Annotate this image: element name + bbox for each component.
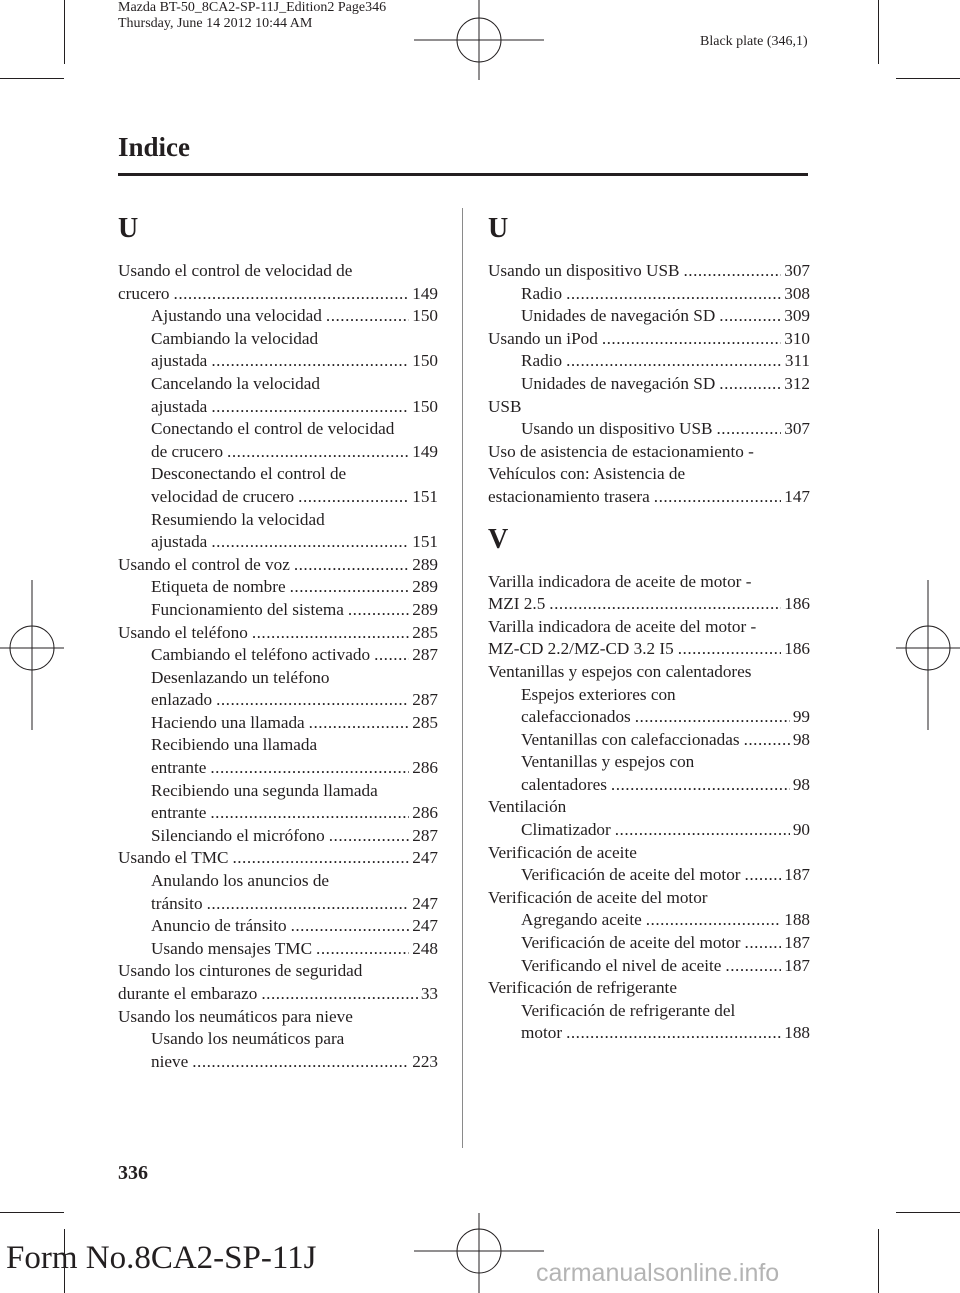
index-leader-dots [326, 305, 409, 328]
index-entry-text: ajustada [151, 532, 208, 552]
index-entry-page: 286 [412, 803, 438, 823]
index-leader-dots [216, 689, 409, 712]
index-leader-dots [745, 864, 782, 887]
index-entry [118, 396, 438, 419]
index-letter: U [118, 213, 139, 244]
index-entry-page: 285 [412, 712, 438, 732]
index-entry-text: Usando el teléfono [118, 622, 248, 642]
index-entry-text: Ventanillas y espejos con calentadores [488, 661, 752, 681]
index-entry [488, 441, 810, 464]
index-entry-page: 309 [784, 306, 810, 326]
index-entry [488, 638, 810, 661]
index-entry-page: 223 [412, 1051, 438, 1071]
index-entry-text: Usando el TMC [118, 848, 229, 868]
page-number: 336 [118, 1162, 148, 1184]
crop-mark [896, 1212, 960, 1213]
index-entry-page: 187 [784, 865, 810, 885]
index-entry-text: Vehículos con: Asistencia de [488, 464, 686, 484]
index-entry [118, 1028, 438, 1051]
index-entry-text: entrante [151, 758, 207, 778]
index-entry [118, 938, 438, 961]
index-entry-text: estacionamiento trasera [488, 486, 650, 506]
index-leader-dots [211, 350, 409, 373]
index-leader-dots [252, 622, 409, 645]
index-entries [118, 260, 438, 1073]
index-entry [488, 1022, 810, 1045]
index-entry [488, 396, 810, 419]
index-entry-text: Resumiendo la velocidad [151, 509, 325, 529]
index-entry-page: 186 [784, 639, 810, 659]
index-entry-text: Varilla indicadora de aceite de motor - [488, 571, 752, 591]
index-entry [488, 418, 810, 441]
index-entry [488, 706, 810, 729]
index-entry-page: 186 [784, 594, 810, 614]
index-entry [118, 915, 438, 938]
index-entry-page: 151 [412, 532, 438, 552]
index-entry [118, 373, 438, 396]
index-entry-text: Desconectando el control de [151, 464, 347, 484]
index-column-left [118, 212, 438, 1073]
index-entry [118, 328, 438, 351]
index-entry [118, 983, 438, 1006]
index-leader-dots [294, 554, 409, 577]
index-entry-page: 310 [784, 328, 810, 348]
index-letter: U [488, 213, 509, 244]
index-leader-dots [329, 825, 409, 848]
index-leader-dots [566, 283, 781, 306]
index-entry [118, 847, 438, 870]
index-entry-text: Verificación de refrigerante del [521, 1000, 736, 1020]
index-entry-text: Ventanillas con calefaccionadas [521, 729, 740, 749]
index-entry-page: 150 [412, 396, 438, 416]
index-entry-page: 287 [412, 825, 438, 845]
index-leader-dots [316, 938, 409, 961]
index-entry-page: 307 [784, 261, 810, 280]
index-entry-text: calefaccionados [521, 707, 631, 727]
index-entry [488, 571, 810, 594]
index-leader-dots [210, 802, 409, 825]
index-entry [118, 1051, 438, 1074]
index-entry-page: 289 [412, 599, 438, 619]
index-entry [118, 893, 438, 916]
watermark: carmanualsonline.info [536, 1259, 780, 1287]
index-entry-page: 247 [412, 848, 438, 868]
index-entry-text: Usando un iPod [488, 328, 598, 348]
index-entry [118, 418, 438, 441]
index-entry-text: Usando el control de voz [118, 554, 290, 574]
index-entry-text: Unidades de navegación SD [521, 373, 716, 393]
index-entry [488, 661, 810, 684]
index-entry-page: 247 [412, 916, 438, 936]
index-entries [488, 260, 810, 509]
index-entry-text: Verificación de aceite del motor [521, 865, 741, 885]
index-entry-page: 33 [420, 984, 438, 1003]
index-entry-page: 98 [792, 774, 810, 794]
index-entry-page: 151 [412, 486, 438, 506]
index-leader-dots [211, 396, 409, 419]
index-leader-dots [615, 819, 790, 842]
index-entry-text: Usando un dispositivo USB [521, 419, 713, 439]
index-entry [118, 531, 438, 554]
index-leader-dots [298, 486, 409, 509]
registration-mark-top [414, 0, 544, 80]
index-leader-dots [291, 915, 410, 938]
index-leader-dots [716, 418, 781, 441]
index-entry-text: Silenciando el micrófono [151, 825, 325, 845]
index-entry [488, 774, 810, 797]
index-entry [118, 486, 438, 509]
index-entry [118, 599, 438, 622]
crop-mark [0, 78, 64, 79]
index-leader-dots [566, 1022, 781, 1045]
crop-mark [878, 1229, 879, 1293]
index-entry-text: durante el embarazo [118, 984, 258, 1003]
index-entry [488, 373, 810, 396]
index-entry-text: Usando los neumáticos para [151, 1029, 345, 1049]
index-entry-page: 187 [784, 933, 810, 953]
index-entry-page: 311 [784, 351, 810, 371]
index-entry [488, 486, 810, 509]
index-entry [118, 825, 438, 848]
crop-mark [878, 0, 879, 64]
index-entry-text: Usando el control de velocidad de [118, 261, 353, 280]
index-entry [488, 350, 810, 373]
index-entry [118, 1006, 438, 1029]
index-entry-text: Etiqueta de nombre [151, 577, 286, 597]
index-entry-page: 289 [412, 577, 438, 597]
index-entry-text: Radio [521, 283, 563, 303]
index-entry-text: USB [488, 396, 522, 416]
index-entry [488, 819, 810, 842]
registration-mark-right [896, 580, 960, 730]
index-entry-page: 287 [412, 645, 438, 665]
index-leader-dots [602, 328, 781, 351]
index-entry [488, 260, 810, 283]
index-column-right [488, 212, 810, 1045]
index-leader-dots [348, 599, 409, 622]
index-entry-text: tránsito [151, 893, 203, 913]
index-leader-dots [207, 893, 410, 916]
index-leader-dots [683, 260, 781, 283]
index-entry-text: Anuncio de tránsito [151, 916, 287, 936]
index-entry-text: MZ-CD 2.2/MZ-CD 3.2 I5 [488, 639, 674, 659]
index-entries [488, 571, 810, 1045]
index-entry-page: 312 [784, 373, 810, 393]
index-entry-text: Ajustando una velocidad [151, 306, 322, 326]
plate-label: Black plate (346,1) [700, 34, 808, 49]
index-entry-text: nieve [151, 1051, 189, 1071]
index-entry-page: 289 [412, 554, 438, 574]
index-entry [118, 283, 438, 306]
index-entry-text: Anulando los anuncios de [151, 871, 330, 891]
index-entry-page: 90 [792, 820, 810, 840]
index-entry-text: Cambiando el teléfono activado [151, 645, 371, 665]
index-entry [118, 441, 438, 464]
index-entry [488, 955, 810, 978]
index-entry-text: Desenlazando un teléfono [151, 667, 330, 687]
index-entry [118, 576, 438, 599]
index-entry [488, 593, 810, 616]
index-entry [488, 1000, 810, 1023]
index-entry [488, 796, 810, 819]
index-leader-dots [654, 486, 781, 509]
index-entry-page: 150 [412, 351, 438, 371]
index-entry-page: 188 [784, 1023, 810, 1043]
crop-mark [896, 78, 960, 79]
index-entry-page: 287 [412, 690, 438, 710]
index-leader-dots [719, 305, 781, 328]
index-entry-text: Usando mensajes TMC [151, 938, 313, 958]
index-entry-text: de crucero [151, 441, 224, 461]
index-entry [118, 509, 438, 532]
index-entry [488, 932, 810, 955]
index-entry [488, 305, 810, 328]
index-entry-text: Uso de asistencia de estacionamiento - [488, 441, 754, 461]
index-entry [488, 283, 810, 306]
index-entry-text: Verificación de aceite del motor [488, 887, 708, 907]
index-entry-text: Haciendo una llamada [151, 712, 305, 732]
index-entry-page: 308 [784, 283, 810, 303]
print-meta [118, 0, 386, 32]
index-entry-text: Espejos exteriores con [521, 684, 676, 704]
index-entry-page: 188 [784, 910, 810, 930]
index-leader-dots [719, 373, 781, 396]
index-entry [488, 729, 810, 752]
registration-mark-bottom [414, 1213, 544, 1293]
index-leader-dots [211, 531, 409, 554]
index-leader-dots [611, 774, 790, 797]
index-entry-page: 149 [412, 441, 438, 461]
index-entry-text: Usando los neumáticos para nieve [118, 1006, 353, 1026]
index-entry-text: Ventanillas y espejos con [521, 752, 695, 772]
index-leader-dots [210, 757, 409, 780]
index-entry-text: Verificación de aceite [488, 842, 637, 862]
index-entry [118, 350, 438, 373]
print-meta-line1: Mazda BT-50_8CA2-SP-11J_Edition2 Page346 [118, 0, 387, 15]
index-entry [118, 960, 438, 983]
index-leader-dots [635, 706, 790, 729]
index-leader-dots [744, 729, 790, 752]
index-entry-page: 99 [792, 707, 810, 727]
index-entry-text: Recibiendo una segunda llamada [151, 780, 378, 800]
index-leader-dots [549, 593, 781, 616]
index-entry [118, 802, 438, 825]
index-entry-text: Usando un dispositivo USB [488, 261, 680, 280]
index-entry [488, 842, 810, 865]
index-entry [118, 712, 438, 735]
index-entry [488, 977, 810, 1000]
index-leader-dots [192, 1051, 409, 1074]
index-entry [118, 667, 438, 690]
index-leader-dots [261, 983, 417, 1006]
index-leader-dots [566, 350, 782, 373]
index-entry [488, 864, 810, 887]
index-entry-text: velocidad de crucero [151, 486, 295, 506]
index-leader-dots [227, 441, 409, 464]
index-entry [118, 757, 438, 780]
index-entry-text: motor [521, 1023, 563, 1043]
index-entry-text: Cancelando la velocidad [151, 373, 320, 393]
index-entry [118, 780, 438, 803]
title-rule [118, 173, 808, 176]
index-leader-dots [745, 932, 782, 955]
crop-mark [0, 1212, 64, 1213]
crop-mark [64, 0, 65, 64]
index-entry-page: 150 [412, 306, 438, 326]
index-letter: V [488, 523, 509, 555]
index-entry [118, 689, 438, 712]
index-entry-text: Verificación de refrigerante [488, 978, 677, 998]
index-entry [488, 463, 810, 486]
index-entry [488, 328, 810, 351]
index-entry [488, 909, 810, 932]
index-leader-dots [678, 638, 782, 661]
index-entry [118, 305, 438, 328]
index-entry-text: Climatizador [521, 820, 611, 840]
index-entry-page: 147 [784, 486, 810, 506]
index-entry [488, 887, 810, 910]
index-entry-page: 149 [412, 283, 438, 303]
index-entry-text: Recibiendo una llamada [151, 735, 318, 755]
index-entry-text: Varilla indicadora de aceite del motor - [488, 616, 757, 636]
index-entry-page: 285 [412, 622, 438, 642]
index-entry [118, 554, 438, 577]
index-entry-page: 98 [792, 729, 810, 749]
index-entry-page: 307 [784, 419, 810, 439]
index-entry-text: Unidades de navegación SD [521, 306, 716, 326]
index-entry-page: 286 [412, 758, 438, 778]
index-entry-text: Conectando el control de velocidad [151, 419, 395, 439]
index-entry-text: Verificando el nivel de aceite [521, 955, 722, 975]
index-entry-text: Agregando aceite [521, 910, 642, 930]
index-entry-page: 247 [412, 893, 438, 913]
index-entry [488, 616, 810, 639]
form-number: Form No.8CA2-SP-11J [6, 1240, 317, 1276]
column-divider [462, 208, 463, 1148]
index-entry-text: Ventilación [488, 797, 567, 817]
print-meta-line2: Thursday, June 14 2012 10:44 AM [118, 16, 313, 31]
index-entry-text: entrante [151, 803, 207, 823]
index-entry [118, 644, 438, 667]
index-entry [118, 463, 438, 486]
index-entry-text: Cambiando la velocidad [151, 328, 319, 348]
index-entry-text: Radio [521, 351, 563, 371]
index-entry-text: crucero [118, 283, 170, 303]
index-entry [488, 684, 810, 707]
index-entry-page: 187 [784, 955, 810, 975]
index-leader-dots [174, 283, 410, 306]
index-entry-text: Funcionamiento del sistema [151, 599, 344, 619]
index-entry [118, 734, 438, 757]
section-title: Indice [118, 132, 191, 162]
index-entry-text: MZI 2.5 [488, 594, 546, 614]
index-leader-dots [232, 847, 409, 870]
index-entry-text: ajustada [151, 351, 208, 371]
index-entry-page: 248 [412, 938, 438, 958]
index-entry [118, 260, 438, 283]
index-entry [118, 622, 438, 645]
index-leader-dots [646, 909, 781, 932]
index-entry-text: enlazado [151, 690, 213, 710]
index-entry [118, 870, 438, 893]
index-entry-text: ajustada [151, 396, 208, 416]
index-entry-text: Verificación de aceite del motor [521, 933, 741, 953]
index-entry-text: Usando los cinturones de seguridad [118, 961, 363, 981]
index-leader-dots [374, 644, 409, 667]
index-entry-text: calentadores [521, 774, 607, 794]
index-leader-dots [725, 955, 781, 978]
index-leader-dots [290, 576, 410, 599]
index-leader-dots [309, 712, 410, 735]
registration-mark-left [0, 580, 64, 730]
index-entry [488, 751, 810, 774]
